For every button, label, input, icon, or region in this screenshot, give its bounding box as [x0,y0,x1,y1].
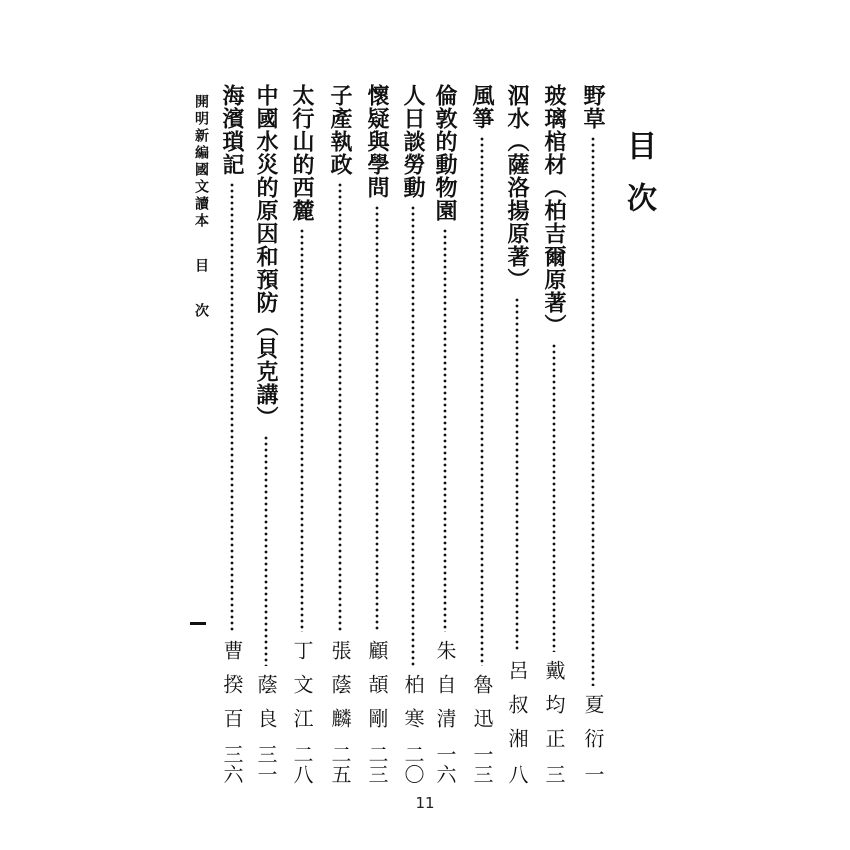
entry-title: 人日談勞動 [400,84,426,199]
toc-entry [398,84,428,784]
entry-title: 懷疑與學問 [364,84,390,199]
entry-title: 風箏 [469,84,495,130]
toc-entry [430,84,460,784]
entry-author: 朱自清 [433,640,457,742]
entry-page: 一六 [433,744,457,784]
entry-title: 子產執政 [327,84,353,176]
leader-dots [480,136,484,666]
entry-title: 中國水災的原因和預防（貝克講） [253,84,279,429]
entry-author: 曹揆百 [220,640,244,742]
entry-page: 一三 [470,744,494,784]
entry-author: 丁文江 [290,640,314,742]
toc-entry [467,84,497,784]
page-title: 目次 [621,130,656,234]
leader-dots [264,435,268,666]
running-header [190,94,212,320]
entry-page: 八 [505,764,529,784]
entry-author: 夏衍 [581,694,605,762]
entry-title: 倫敦的動物園 [432,84,458,222]
entry-page: 二五 [328,744,352,784]
toc-entry [539,84,569,784]
entry-title: 野草 [580,84,606,130]
entry-author: 張蔭麟 [328,640,352,742]
entry-author: 戴均正 [542,660,566,762]
running-header-section-b: 次 [193,303,209,320]
leader-dots [443,228,447,632]
leader-dots [591,136,595,686]
toc-entry [217,84,247,784]
leader-dots [552,343,556,652]
entry-page: 二〇 [401,744,425,784]
entry-title: 泅水（薩洛揚原著） [504,84,530,291]
margin-mark [190,622,206,625]
entry-page: 三一 [254,744,278,784]
entry-author: 顧頡剛 [365,640,389,742]
entry-author: 魯迅 [470,674,494,742]
entry-page: 二三 [365,744,389,784]
entry-title: 玻璃棺材（柏吉爾原著） [541,84,567,337]
leader-dots [375,205,379,632]
entry-page: 二八 [290,744,314,784]
toc-entry [362,84,392,784]
entry-title: 太行山的西麓 [289,84,315,222]
page-number: 11 [415,794,435,812]
entry-author: 柏寒 [401,674,425,742]
toc-entry [251,84,281,784]
entry-author: 呂叔湘 [505,660,529,762]
toc-entry [578,84,608,784]
leader-dots [515,297,519,652]
leader-dots [338,182,342,632]
entry-page: 一 [581,764,605,784]
leader-dots [300,228,304,632]
toc-entry [325,84,355,784]
entry-author: 蔭良 [254,674,278,742]
leader-dots [230,182,234,632]
leader-dots [411,205,415,666]
running-header-book: 開明新編國文讀本 [193,94,209,230]
running-header-section-a: 目 [193,258,209,275]
entry-title: 海濱瑣記 [219,84,245,176]
entry-page: 三 [542,764,566,784]
entry-page: 三六 [220,744,244,784]
toc-entry [502,84,532,784]
toc-entry [287,84,317,784]
